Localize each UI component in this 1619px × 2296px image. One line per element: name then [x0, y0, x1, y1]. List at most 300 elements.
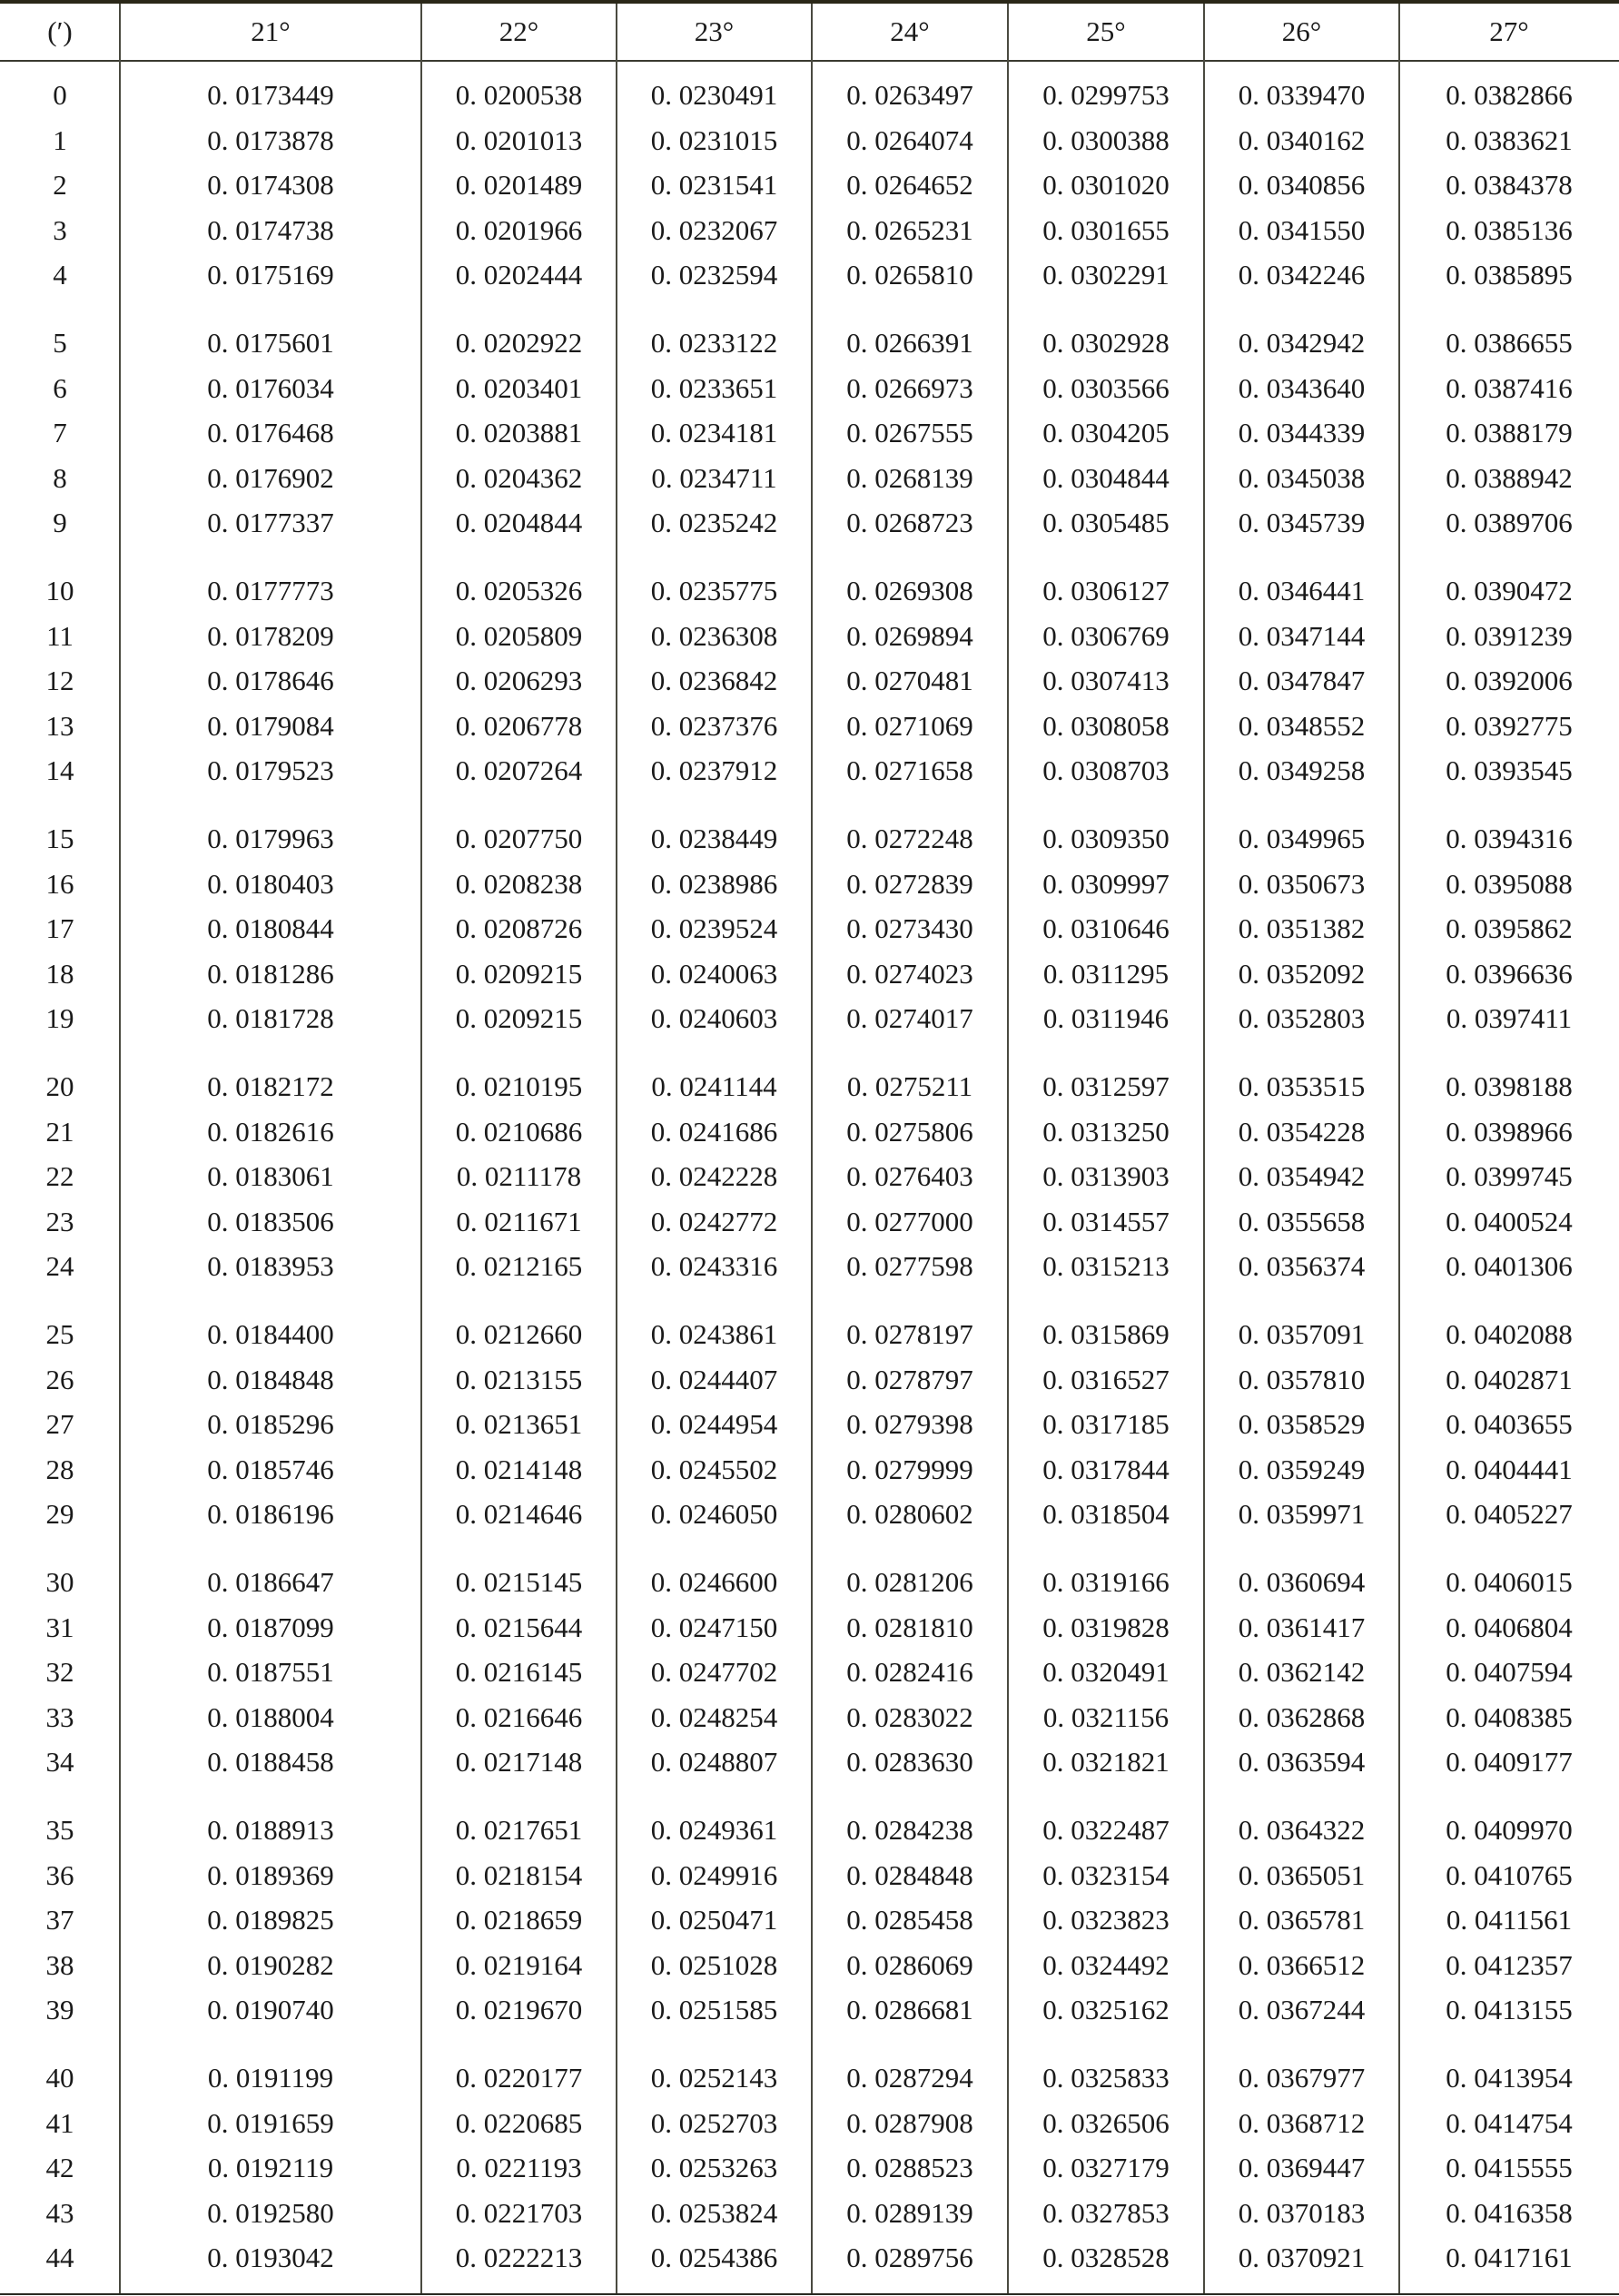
- row-minute-label: 38: [45, 1948, 74, 1981]
- table-cell: 0. 0253263: [650, 2152, 778, 2184]
- table-cell: 0. 0188004: [207, 1700, 334, 1733]
- table-cell: 0. 0183506: [207, 1205, 334, 1237]
- table-cell: 0. 0179084: [207, 709, 334, 742]
- table-cell: 0. 0324492: [1042, 1948, 1170, 1981]
- table-cell: 0. 0241144: [651, 1070, 777, 1102]
- table-cell: 0. 0364322: [1238, 1814, 1366, 1846]
- table-cell: 0. 0277000: [846, 1205, 973, 1237]
- table-cell: 0. 0173878: [207, 123, 334, 156]
- table-cell: 0. 0209215: [455, 957, 583, 990]
- table-cell: 0. 0387416: [1446, 371, 1573, 404]
- table-cell: 0. 0354942: [1238, 1160, 1366, 1193]
- table-cell: 0. 0270481: [846, 665, 973, 697]
- table-cell: 0. 0206293: [455, 665, 583, 697]
- table-cell: 0. 0412357: [1446, 1948, 1573, 1981]
- table-cell: 0. 0306769: [1042, 619, 1170, 652]
- table-cell: 0. 0236308: [650, 619, 778, 652]
- table-cell: 0. 0345038: [1238, 461, 1366, 494]
- row-minute-label: 12: [45, 665, 74, 697]
- table-cell: 0. 0366512: [1238, 1948, 1366, 1981]
- table-cell: 0. 0242228: [650, 1160, 778, 1193]
- table-cell: 0. 0308703: [1042, 754, 1170, 787]
- table-cell: 0. 0325833: [1042, 2062, 1170, 2094]
- table-cell: 0. 0180403: [207, 867, 334, 900]
- table-cell: 0. 0183953: [207, 1250, 334, 1283]
- table-cell: 0. 0319828: [1042, 1611, 1170, 1643]
- table-cell: 0. 0240603: [650, 1002, 778, 1035]
- row-minute-label: 21: [45, 1115, 74, 1148]
- table-cell: 0. 0399745: [1446, 1160, 1573, 1193]
- header-degree: 26°: [1281, 15, 1322, 47]
- table-cell: 0. 0207264: [455, 754, 583, 787]
- table-cell: 0. 0220685: [455, 2106, 583, 2139]
- table-cell: 0. 0200538: [455, 79, 583, 111]
- table-cell: 0. 0409970: [1446, 1814, 1573, 1846]
- table-cell: 0. 0315213: [1042, 1250, 1170, 1283]
- table-cell: 0. 0201966: [455, 213, 583, 246]
- table-cell: 0. 0221193: [456, 2152, 582, 2184]
- table-cell: 0. 0192580: [207, 2196, 334, 2229]
- table-cell: 0. 0269308: [846, 575, 973, 606]
- table-cell: 0. 0206778: [455, 709, 583, 742]
- table-cell: 0. 0384378: [1446, 169, 1573, 202]
- table-cell: 0. 0187099: [207, 1611, 334, 1643]
- table-cell: 0. 0313250: [1042, 1115, 1170, 1148]
- table-cell: 0. 0234711: [651, 461, 777, 494]
- table-cell: 0. 0243316: [650, 1250, 778, 1283]
- table-cell: 0. 0383621: [1446, 123, 1573, 156]
- table-cell: 0. 0239524: [650, 912, 778, 945]
- table-cell: 0. 0277598: [846, 1250, 973, 1283]
- table-cell: 0. 0321821: [1042, 1746, 1170, 1779]
- row-minute-label: 33: [45, 1700, 74, 1733]
- table-cell: 0. 0414754: [1446, 2106, 1573, 2139]
- table-cell: 0. 0217148: [455, 1746, 583, 1779]
- table-cell: 0. 0212165: [455, 1250, 583, 1283]
- table-cell: 0. 0350673: [1238, 867, 1366, 900]
- table-cell: 0. 0388942: [1446, 461, 1573, 494]
- table-cell: 0. 0353515: [1238, 1070, 1366, 1102]
- table-cell: 0. 0313903: [1042, 1160, 1170, 1193]
- table-cell: 0. 0280602: [846, 1498, 973, 1531]
- table-cell: 0. 0309350: [1042, 823, 1170, 854]
- row-minute-label: 1: [53, 123, 67, 156]
- table-cell: 0. 0175601: [207, 327, 334, 359]
- table-cell: 0. 0203401: [455, 371, 583, 404]
- row-minute-label: 13: [45, 709, 74, 742]
- table-cell: 0. 0247702: [650, 1656, 778, 1689]
- table-cell: 0. 0204362: [455, 461, 583, 494]
- table-cell: 0. 0188458: [207, 1746, 334, 1779]
- table-cell: 0. 0188913: [207, 1814, 334, 1846]
- table-cell: 0. 0187551: [207, 1656, 334, 1689]
- table-cell: 0. 0417161: [1446, 2242, 1573, 2274]
- table-cell: 0. 0246050: [650, 1498, 778, 1531]
- row-minute-label: 29: [45, 1498, 74, 1531]
- table-cell: 0. 0207750: [455, 823, 583, 854]
- table-cell: 0. 0180844: [207, 912, 334, 945]
- table-cell: 0. 0177773: [207, 575, 334, 606]
- table-cell: 0. 0405227: [1446, 1498, 1573, 1531]
- table-cell: 0. 0219670: [455, 1994, 583, 2026]
- table-cell: 0. 0319166: [1042, 1566, 1170, 1598]
- table-cell: 0. 0173449: [207, 79, 334, 111]
- table-cell: 0. 0413155: [1446, 1994, 1573, 2026]
- row-minute-label: 11: [46, 619, 74, 652]
- table-cell: 0. 0265810: [846, 259, 973, 291]
- table-cell: 0. 0400524: [1446, 1205, 1573, 1237]
- row-minute-label: 23: [45, 1205, 74, 1237]
- header-degree: 23°: [694, 15, 735, 47]
- table-cell: 0. 0382866: [1446, 79, 1573, 111]
- table-cell: 0. 0396636: [1446, 957, 1573, 990]
- table-cell: 0. 0301020: [1042, 169, 1170, 202]
- header-degree: 25°: [1086, 15, 1126, 47]
- table-cell: 0. 0263497: [846, 79, 973, 111]
- table-cell: 0. 0243861: [650, 1318, 778, 1350]
- table-cell: 0. 0230491: [650, 79, 778, 111]
- table-cell: 0. 0363594: [1238, 1746, 1366, 1779]
- table-cell: 0. 0284848: [846, 1858, 973, 1891]
- table-cell: 0. 0238449: [650, 823, 778, 854]
- table-cell: 0. 0402871: [1446, 1363, 1573, 1395]
- row-minute-label: 36: [45, 1858, 74, 1891]
- table-cell: 0. 0368712: [1238, 2106, 1366, 2139]
- table-cell: 0. 0179523: [207, 754, 334, 787]
- table-cell: 0. 0325162: [1042, 1994, 1170, 2026]
- table-cell: 0. 0354228: [1238, 1115, 1366, 1148]
- table-cell: 0. 0178646: [207, 665, 334, 697]
- table-cell: 0. 0176902: [207, 461, 334, 494]
- row-minute-label: 40: [45, 2062, 74, 2094]
- table-cell: 0. 0232594: [650, 259, 778, 291]
- table-cell: 0. 0283630: [846, 1746, 973, 1779]
- table-cell: 0. 0347144: [1238, 619, 1366, 652]
- table-cell: 0. 0287908: [846, 2106, 973, 2139]
- table-cell: 0. 0215145: [455, 1566, 583, 1598]
- table-cell: 0. 0265231: [846, 213, 973, 246]
- row-minute-label: 7: [53, 417, 67, 449]
- table-cell: 0. 0341550: [1238, 213, 1366, 246]
- row-minute-label: 41: [45, 2106, 74, 2139]
- table-cell: 0. 0219164: [455, 1948, 583, 1981]
- table-cell: 0. 0317185: [1042, 1408, 1170, 1441]
- table-cell: 0. 0351382: [1238, 912, 1366, 945]
- table-cell: 0. 0278797: [846, 1363, 973, 1395]
- row-minute-label: 2: [53, 169, 67, 202]
- table-cell: 0. 0360694: [1238, 1566, 1366, 1598]
- table-cell: 0. 0186647: [207, 1566, 334, 1598]
- table-cell: 0. 0268723: [846, 507, 973, 539]
- table-cell: 0. 0177337: [207, 507, 334, 539]
- table-cell: 0. 0289139: [846, 2196, 973, 2229]
- row-minute-label: 22: [45, 1160, 74, 1193]
- table-cell: 0. 0356374: [1238, 1250, 1366, 1283]
- table-cell: 0. 0222213: [455, 2242, 583, 2274]
- table-cell: 0. 0392006: [1446, 665, 1573, 697]
- table-cell: 0. 0217651: [455, 1814, 583, 1846]
- table-cell: 0. 0249361: [650, 1814, 778, 1846]
- table-cell: 0. 0178209: [207, 619, 334, 652]
- table-cell: 0. 0281810: [846, 1611, 973, 1643]
- table-cell: 0. 0391239: [1446, 619, 1573, 652]
- table-cell: 0. 0251028: [650, 1948, 778, 1981]
- table-cell: 0. 0191199: [207, 2062, 334, 2094]
- header-degree: 27°: [1489, 15, 1529, 47]
- table-cell: 0. 0408385: [1446, 1700, 1573, 1733]
- table-cell: 0. 0369447: [1238, 2152, 1366, 2184]
- table-cell: 0. 0274023: [846, 957, 973, 990]
- table-cell: 0. 0320491: [1042, 1656, 1170, 1689]
- table-cell: 0. 0176034: [207, 371, 334, 404]
- table-cell: 0. 0301655: [1042, 213, 1170, 246]
- row-minute-label: 15: [45, 823, 74, 854]
- table-cell: 0. 0347847: [1238, 665, 1366, 697]
- table-cell: 0. 0215644: [455, 1611, 583, 1643]
- table-cell: 0. 0190282: [207, 1948, 334, 1981]
- table-cell: 0. 0234181: [650, 417, 778, 449]
- table-cell: 0. 0279999: [846, 1453, 973, 1485]
- table-cell: 0. 0232067: [650, 213, 778, 246]
- table-cell: 0. 0278197: [846, 1318, 973, 1350]
- table-cell: 0. 0370183: [1238, 2196, 1366, 2229]
- column-divider: [1398, 4, 1400, 2293]
- table-cell: 0. 0321156: [1042, 1700, 1170, 1733]
- table-cell: 0. 0305485: [1042, 507, 1170, 539]
- row-minute-label: 26: [45, 1363, 74, 1395]
- table-cell: 0. 0264074: [846, 123, 973, 156]
- table-cell: 0. 0388179: [1446, 417, 1573, 449]
- table-cell: 0. 0311295: [1042, 957, 1170, 990]
- table-cell: 0. 0345739: [1238, 507, 1366, 539]
- table-cell: 0. 0286069: [846, 1948, 973, 1981]
- table-cell: 0. 0370921: [1238, 2242, 1366, 2274]
- table-cell: 0. 0407594: [1446, 1656, 1573, 1689]
- row-minute-label: 32: [45, 1656, 74, 1689]
- table-cell: 0. 0247150: [650, 1611, 778, 1643]
- table-cell: 0. 0365051: [1238, 1858, 1366, 1891]
- table-cell: 0. 0392775: [1446, 709, 1573, 742]
- table-cell: 0. 0201489: [455, 169, 583, 202]
- table-cell: 0. 0201013: [455, 123, 583, 156]
- table-cell: 0. 0312597: [1042, 1070, 1170, 1102]
- table-cell: 0. 0411561: [1446, 1904, 1573, 1936]
- table-cell: 0. 0237376: [650, 709, 778, 742]
- table-cell: 0. 0231541: [650, 169, 778, 202]
- table-cell: 0. 0352092: [1238, 957, 1366, 990]
- table-cell: 0. 0235242: [650, 507, 778, 539]
- header-degree: 24°: [890, 15, 930, 47]
- table-cell: 0. 0395088: [1446, 867, 1573, 900]
- table-cell: 0. 0176468: [207, 417, 334, 449]
- table-cell: 0. 0218659: [455, 1904, 583, 1936]
- table-cell: 0. 0245502: [650, 1453, 778, 1485]
- table-cell: 0. 0209215: [455, 1002, 583, 1035]
- table-cell: 0. 0208726: [455, 912, 583, 945]
- table-cell: 0. 0264652: [846, 169, 973, 202]
- table-cell: 0. 0403655: [1446, 1408, 1573, 1441]
- table-cell: 0. 0307413: [1042, 665, 1170, 697]
- table-cell: 0. 0241686: [650, 1115, 778, 1148]
- table-cell: 0. 0181728: [207, 1002, 334, 1035]
- table-cell: 0. 0233651: [650, 371, 778, 404]
- table-cell: 0. 0310646: [1042, 912, 1170, 945]
- table-cell: 0. 0355658: [1238, 1205, 1366, 1237]
- table-cell: 0. 0340162: [1238, 123, 1366, 156]
- table-cell: 0. 0326506: [1042, 2106, 1170, 2139]
- table-cell: 0. 0344339: [1238, 417, 1366, 449]
- table-cell: 0. 0189369: [207, 1858, 334, 1891]
- table-cell: 0. 0303566: [1042, 371, 1170, 404]
- table-cell: 0. 0174308: [207, 169, 334, 202]
- table-cell: 0. 0252703: [650, 2106, 778, 2139]
- table-cell: 0. 0269894: [846, 619, 973, 652]
- row-minute-label: 31: [45, 1611, 74, 1643]
- table-cell: 0. 0315869: [1042, 1318, 1170, 1350]
- row-minute-label: 3: [53, 213, 67, 246]
- table-cell: 0. 0193042: [207, 2242, 334, 2274]
- table-cell: 0. 0284238: [846, 1814, 973, 1846]
- table-cell: 0. 0367244: [1238, 1994, 1366, 2026]
- row-minute-label: 42: [45, 2152, 74, 2184]
- table-cell: 0. 0286681: [846, 1994, 973, 2026]
- table-cell: 0. 0210686: [455, 1115, 583, 1148]
- header-degree: 22°: [499, 15, 539, 47]
- row-minute-label: 39: [45, 1994, 74, 2026]
- table-cell: 0. 0322487: [1042, 1814, 1170, 1846]
- table-cell: 0. 0308058: [1042, 709, 1170, 742]
- column-divider: [1203, 4, 1205, 2293]
- table-cell: 0. 0358529: [1238, 1408, 1366, 1441]
- table-cell: 0. 0339470: [1238, 79, 1366, 111]
- table-cell: 0. 0202922: [455, 327, 583, 359]
- table-cell: 0. 0251585: [650, 1994, 778, 2026]
- table-cell: 0. 0213651: [455, 1408, 583, 1441]
- table-cell: 0. 0214148: [455, 1453, 583, 1485]
- table-cell: 0. 0343640: [1238, 371, 1366, 404]
- table-cell: 0. 0362868: [1238, 1700, 1366, 1733]
- table-cell: 0. 0275806: [846, 1115, 973, 1148]
- table-cell: 0. 0182616: [207, 1115, 334, 1148]
- table-cell: 0. 0238986: [650, 867, 778, 900]
- table-cell: 0. 0361417: [1238, 1611, 1366, 1643]
- table-cell: 0. 0182172: [207, 1070, 334, 1102]
- table-cell: 0. 0272248: [846, 823, 973, 854]
- table-cell: 0. 0216145: [455, 1656, 583, 1689]
- table-cell: 0. 0306127: [1042, 575, 1170, 606]
- table-bottom-rule: [0, 2293, 1619, 2295]
- table-cell: 0. 0252143: [650, 2062, 778, 2094]
- table-cell: 0. 0302928: [1042, 327, 1170, 359]
- table-cell: 0. 0253824: [650, 2196, 778, 2229]
- table-cell: 0. 0304844: [1042, 461, 1170, 494]
- row-minute-label: 30: [45, 1566, 74, 1598]
- header-degree: 21°: [251, 15, 291, 47]
- table-cell: 0. 0367977: [1238, 2062, 1366, 2094]
- table-cell: 0. 0271658: [846, 754, 973, 787]
- table-cell: 0. 0210195: [455, 1070, 583, 1102]
- table-cell: 0. 0398966: [1446, 1115, 1573, 1148]
- table-cell: 0. 0287294: [846, 2062, 973, 2094]
- column-divider: [616, 4, 617, 2293]
- table-cell: 0. 0174738: [207, 213, 334, 246]
- row-minute-label: 27: [45, 1408, 74, 1441]
- row-minute-label: 35: [45, 1814, 74, 1846]
- table-cell: 0. 0413954: [1446, 2062, 1573, 2094]
- table-cell: 0. 0248807: [650, 1746, 778, 1779]
- table-cell: 0. 0184400: [207, 1318, 334, 1350]
- table-cell: 0. 0273430: [846, 912, 973, 945]
- row-minute-label: 37: [45, 1904, 74, 1936]
- header-minutes: (′): [47, 15, 73, 47]
- table-cell: 0. 0395862: [1446, 912, 1573, 945]
- table-cell: 0. 0289756: [846, 2242, 973, 2274]
- row-minute-label: 25: [45, 1318, 74, 1350]
- table-cell: 0. 0271069: [846, 709, 973, 742]
- table-cell: 0. 0266391: [846, 327, 973, 359]
- table-cell: 0. 0406804: [1446, 1611, 1573, 1643]
- table-cell: 0. 0175169: [207, 259, 334, 291]
- table-cell: 0. 0179963: [207, 823, 334, 854]
- table-cell: 0. 0183061: [207, 1160, 334, 1193]
- table-cell: 0. 0340856: [1238, 169, 1366, 202]
- table-cell: 0. 0283022: [846, 1700, 973, 1733]
- table-cell: 0. 0192119: [207, 2152, 334, 2184]
- row-minute-label: 20: [45, 1070, 74, 1102]
- column-divider: [1007, 4, 1009, 2293]
- table-cell: 0. 0393545: [1446, 754, 1573, 787]
- table-cell: 0. 0316527: [1042, 1363, 1170, 1395]
- table-cell: 0. 0190740: [207, 1994, 334, 2026]
- row-minute-label: 6: [53, 371, 67, 404]
- table-cell: 0. 0276403: [846, 1160, 973, 1193]
- table-cell: 0. 0397411: [1446, 1002, 1573, 1035]
- row-minute-label: 24: [45, 1250, 74, 1283]
- table-cell: 0. 0328528: [1042, 2242, 1170, 2274]
- table-cell: 0. 0300388: [1042, 123, 1170, 156]
- table-cell: 0. 0231015: [650, 123, 778, 156]
- row-minute-label: 44: [45, 2242, 74, 2274]
- table-cell: 0. 0244954: [650, 1408, 778, 1441]
- row-minute-label: 5: [53, 327, 67, 359]
- table-cell: 0. 0327179: [1042, 2152, 1170, 2184]
- table-cell: 0. 0213155: [455, 1363, 583, 1395]
- column-divider: [811, 4, 813, 2293]
- table-cell: 0. 0191659: [207, 2106, 334, 2139]
- table-cell: 0. 0185746: [207, 1453, 334, 1485]
- table-cell: 0. 0285458: [846, 1904, 973, 1936]
- table-cell: 0. 0267555: [846, 417, 973, 449]
- table-cell: 0. 0394316: [1446, 823, 1573, 854]
- table-cell: 0. 0390472: [1446, 575, 1573, 606]
- row-minute-label: 14: [45, 754, 74, 787]
- row-minute-label: 19: [45, 1002, 74, 1035]
- table-cell: 0. 0365781: [1238, 1904, 1366, 1936]
- table-cell: 0. 0327853: [1042, 2196, 1170, 2229]
- row-minute-label: 28: [45, 1453, 74, 1485]
- column-divider: [119, 4, 121, 2293]
- table-cell: 0. 0233122: [650, 327, 778, 359]
- table-cell: 0. 0184848: [207, 1363, 334, 1395]
- table-cell: 0. 0348552: [1238, 709, 1366, 742]
- table-cell: 0. 0202444: [455, 259, 583, 291]
- table-cell: 0. 0249916: [650, 1858, 778, 1891]
- table-cell: 0. 0281206: [846, 1566, 973, 1598]
- row-minute-label: 9: [53, 507, 67, 539]
- table-cell: 0. 0221703: [455, 2196, 583, 2229]
- table-cell: 0. 0309997: [1042, 867, 1170, 900]
- row-minute-label: 17: [45, 912, 74, 945]
